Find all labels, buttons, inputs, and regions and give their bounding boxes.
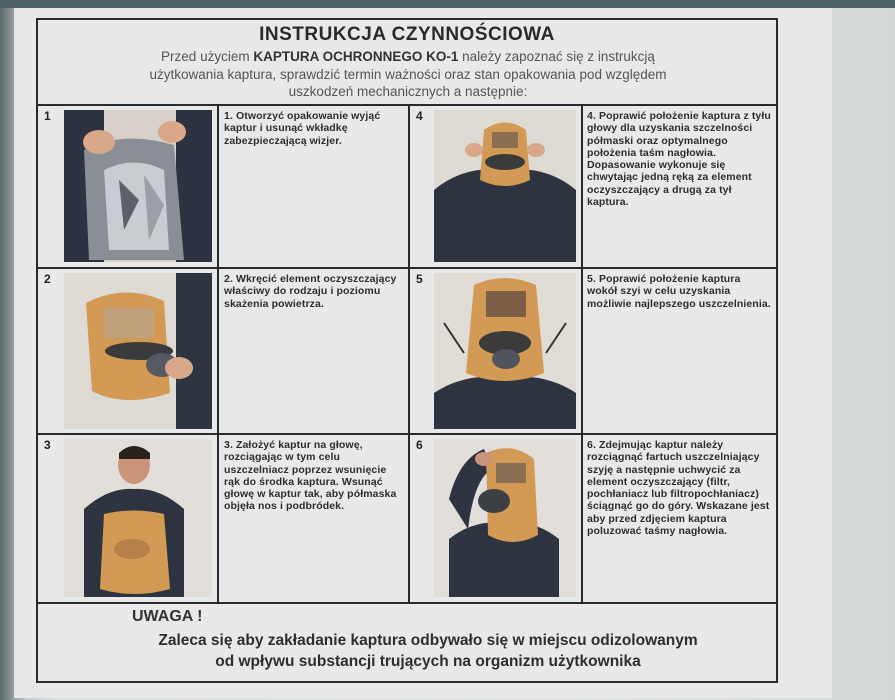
warning-box [38, 604, 776, 681]
step-3-number: 3 [44, 438, 51, 452]
step-6-illustration [434, 439, 576, 597]
top-edge [0, 0, 895, 8]
warning-line1: Zaleca się aby zakładanie kaptura odbywało się w miejscu odizolowanym [158, 632, 698, 649]
grid-line [38, 433, 776, 435]
grid-line [217, 104, 219, 604]
step-6-number: 6 [416, 438, 423, 452]
intro-line2: użytkowania kaptura, sprawdzić termin ważności oraz stan opakowania pod względem [149, 66, 667, 82]
grid-line [581, 104, 583, 604]
warning-line2: od wpływu substancji trujących na organizm użytkownika [215, 653, 641, 670]
product-name: KAPTURA OCHRONNEGO KO-1 [253, 49, 459, 64]
step-4-text: 4. Poprawić położenie kaptura z tyłu głowy dla uzyskania szczelności półmaski oraz optymalnego położenia taśm nagłowia. Dopasowanie wykonuje się chwytając jedną ręką za element oczyszczający a drugą za tył kaptura. [587, 110, 771, 209]
intro-line3: uszkodzeń mechanicznych a następnie: [288, 84, 528, 99]
warning-title: UWAGA ! [132, 608, 203, 625]
intro-before: Przed użyciem [161, 49, 254, 64]
step-2-number: 2 [44, 272, 51, 286]
step-1-number: 1 [44, 109, 51, 123]
warning-text [78, 630, 778, 672]
step-1-text: 1. Otworzyć opakowanie wyjąć kaptur i usunąć wkładkę zabezpieczającą wizjer. [224, 110, 381, 147]
step-2-text: 2. Wkręcić element oczyszczający właściwy do rodzaju i poziomu skażenia powietrza. [224, 273, 397, 310]
grid-line [38, 104, 776, 106]
instruction-frame [36, 18, 778, 683]
steps-grid [38, 104, 776, 604]
step-5-number: 5 [416, 272, 423, 286]
step-2-illustration [64, 273, 212, 429]
step-5-illustration [434, 273, 576, 429]
page-title: INSTRUKCJA CZYNNOŚCIOWA [259, 24, 555, 45]
instruction-sheet [14, 8, 832, 698]
step-1-illustration [64, 110, 212, 262]
step-3-text: 3. Założyć kaptur na głowę, rozciągając w tym celu uszczelniacz poprzez wsunięcie rąk do środka kaptura. Wsunąć głowę w kaptur tak, aby półmaska objęła nos i podbródek. [224, 439, 397, 513]
step-5-text: 5. Poprawić położenie kaptura wokół szyi w celu uzyskania możliwie najlepszego uszczelnienia. [587, 273, 771, 310]
intro-text [68, 48, 748, 101]
step-3-illustration [64, 439, 212, 597]
step-6-text: 6. Zdejmując kaptur należy rozciągnąć fartuch uszczelniający szyję a następnie uchwycić za element oczyszczający (filtr, pochłaniacz lub filtropochłaniacz) ściągnąć go do góry. Wskazane jest aby przed zdjęciem kaptura poluzować taśmy nagłowia. [587, 439, 770, 538]
grid-line [38, 267, 776, 269]
grid-line [408, 104, 410, 604]
intro-line1-after: należy zapoznać się z instrukcją [458, 49, 655, 64]
step-4-number: 4 [416, 109, 423, 123]
step-4-illustration [434, 110, 576, 262]
